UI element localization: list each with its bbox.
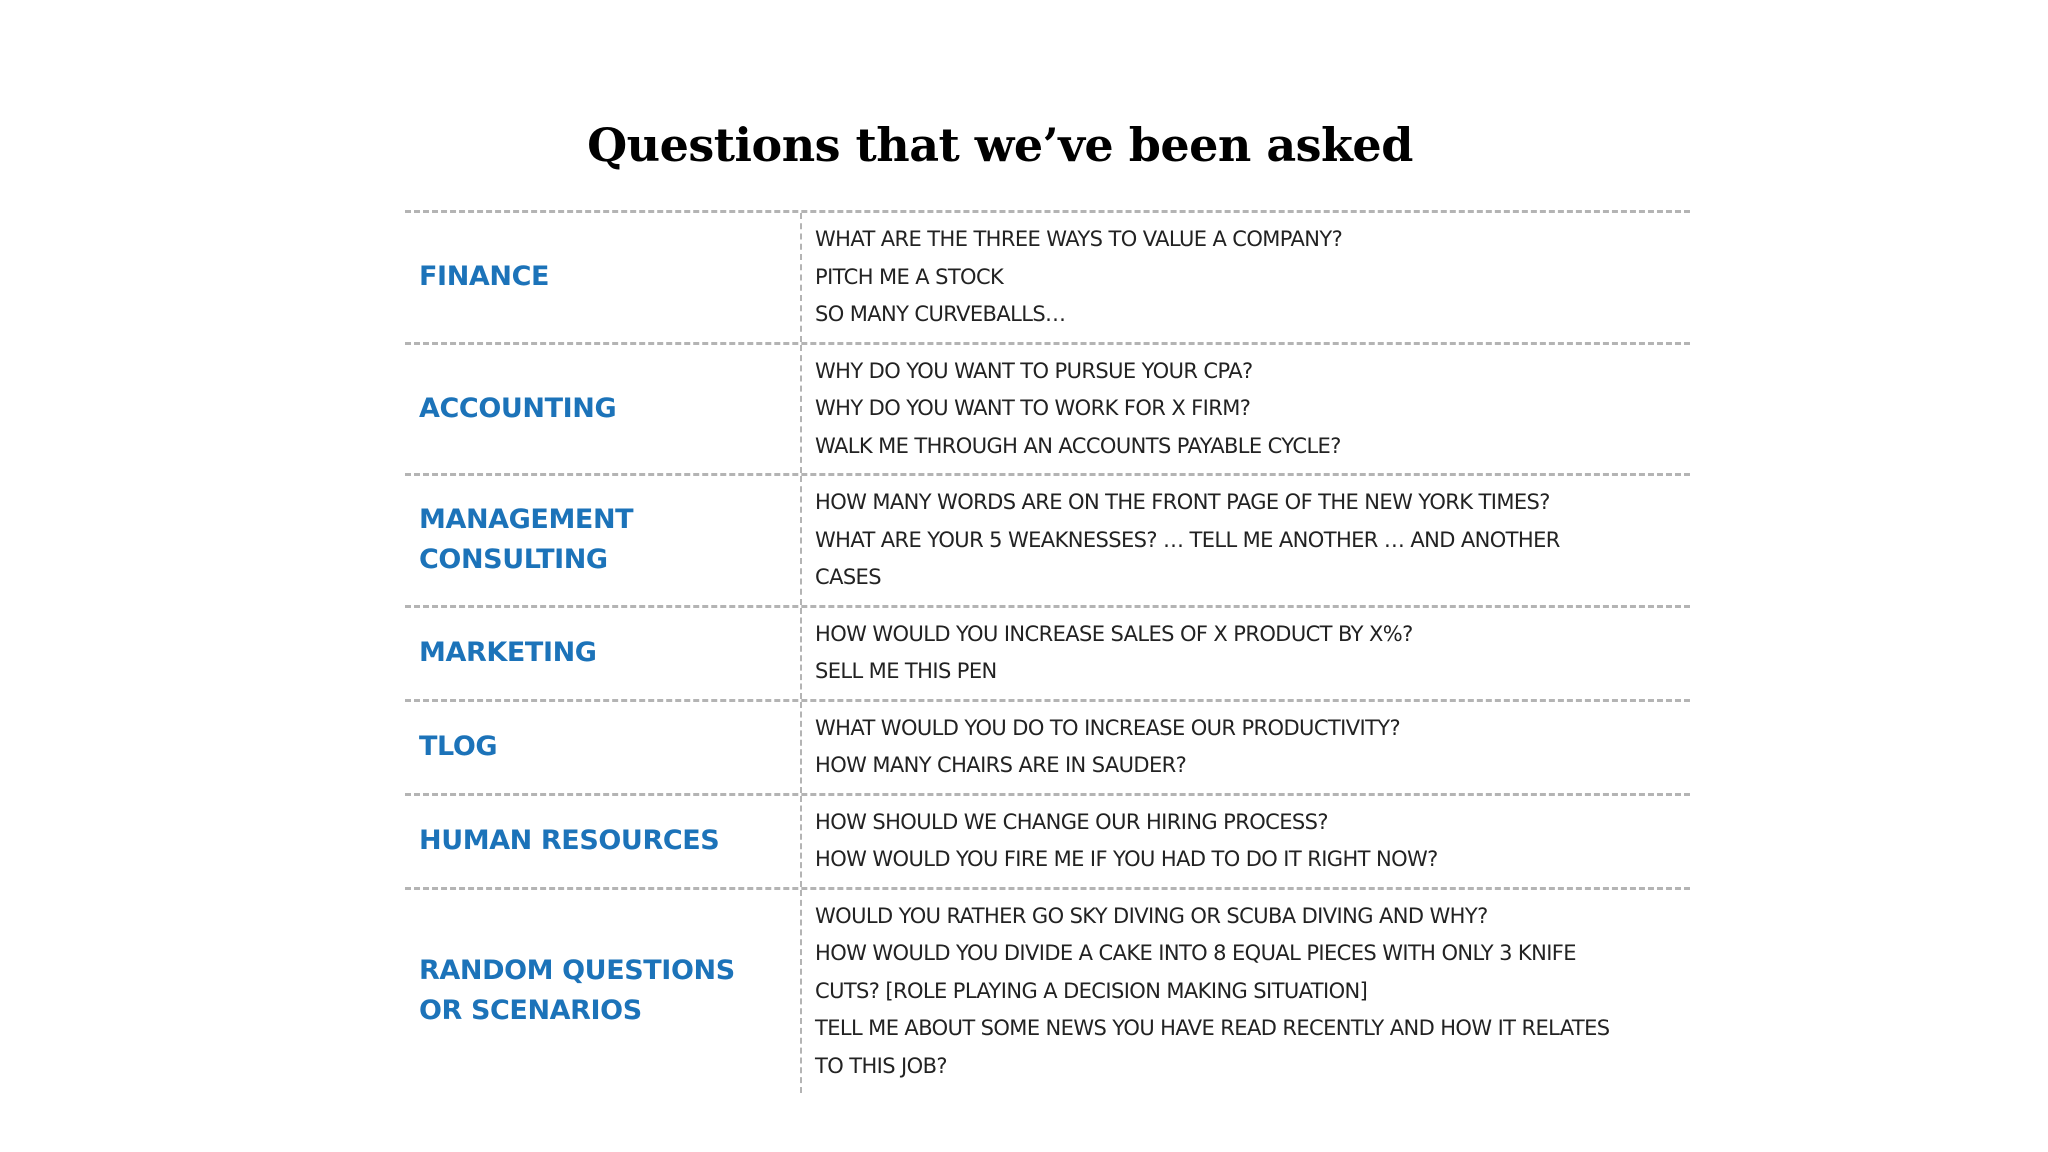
questions-cell (800, 608, 1690, 699)
category-label: MANAGEMENT CONSULTING (419, 504, 634, 576)
slide-title: Questions that we’ve been asked (587, 118, 1413, 172)
question-line: PITCH ME A STOCK (815, 264, 1004, 289)
question-line: SELL ME THIS PEN (815, 659, 997, 683)
question-line: WHY DO YOU WANT TO PURSUE YOUR CPA? (815, 358, 1253, 383)
category-label: ACCOUNTING (419, 392, 617, 424)
category-cell-tlog (405, 702, 800, 793)
questions-cell (800, 345, 1690, 474)
question-line: TELL ME ABOUT SOME NEWS YOU HAVE READ RECENTLY AND HOW IT RELATES (815, 1016, 1610, 1040)
category-cell-finance (405, 213, 800, 342)
questions-cell (800, 796, 1690, 887)
question-line: HOW MANY WORDS ARE ON THE FRONT PAGE OF THE NEW YORK TIMES? (815, 490, 1550, 514)
table-row (405, 702, 1690, 796)
question-line: HOW WOULD YOU DIVIDE A CAKE INTO 8 EQUAL PIECES WITH ONLY 3 KNIFE (815, 941, 1576, 965)
question-line: WHAT ARE YOUR 5 WEAKNESSES? … TELL ME ANOTHER … AND ANOTHER (815, 527, 1560, 552)
questions-cell (800, 213, 1690, 342)
questions-cell (800, 476, 1690, 605)
question-line: SO MANY CURVEBALLS… (815, 302, 1066, 326)
question-line: HOW SHOULD WE CHANGE OUR HIRING PROCESS? (815, 809, 1328, 834)
question-line: HOW MANY CHAIRS ARE IN SAUDER? (815, 753, 1187, 777)
table-row (405, 796, 1690, 890)
question-line: WHAT WOULD YOU DO TO INCREASE OUR PRODUCTIVITY? (815, 715, 1401, 740)
category-cell-random-questions (405, 890, 800, 1094)
table-row (405, 345, 1690, 477)
question-line: WHAT ARE THE THREE WAYS TO VALUE A COMPANY? (815, 227, 1343, 251)
category-label: FINANCE (419, 261, 550, 293)
category-cell-management-consulting (405, 476, 800, 605)
question-line: TO THIS JOB? (815, 1053, 947, 1078)
questions-table (405, 210, 1690, 1093)
category-label: HUMAN RESOURCES (419, 825, 720, 856)
table-row (405, 890, 1690, 1094)
question-line: HOW WOULD YOU INCREASE SALES OF X PRODUCT BY X%? (815, 621, 1413, 646)
category-cell-accounting (405, 345, 800, 474)
question-line: WHY DO YOU WANT TO WORK FOR X FIRM? (815, 396, 1251, 420)
category-label: TLOG (419, 731, 498, 762)
table-row (405, 213, 1690, 345)
question-line: WALK ME THROUGH AN ACCOUNTS PAYABLE CYCLE? (815, 433, 1341, 458)
questions-cell (800, 702, 1690, 793)
category-cell-marketing (405, 608, 800, 699)
question-line: HOW WOULD YOU FIRE ME IF YOU HAD TO DO IT RIGHT NOW? (815, 847, 1438, 871)
category-label: MARKETING (419, 637, 597, 668)
question-line: WOULD YOU RATHER GO SKY DIVING OR SCUBA DIVING AND WHY? (815, 903, 1488, 928)
table-row (405, 476, 1690, 608)
questions-cell (800, 890, 1690, 1094)
table-row (405, 608, 1690, 702)
category-cell-human-resources (405, 796, 800, 887)
category-label: RANDOM QUESTIONS OR SCENARIOS (419, 955, 735, 1027)
question-line: CASES (815, 565, 881, 589)
question-line: CUTS? [ROLE PLAYING A DECISION MAKING SITUATION] (815, 978, 1368, 1003)
